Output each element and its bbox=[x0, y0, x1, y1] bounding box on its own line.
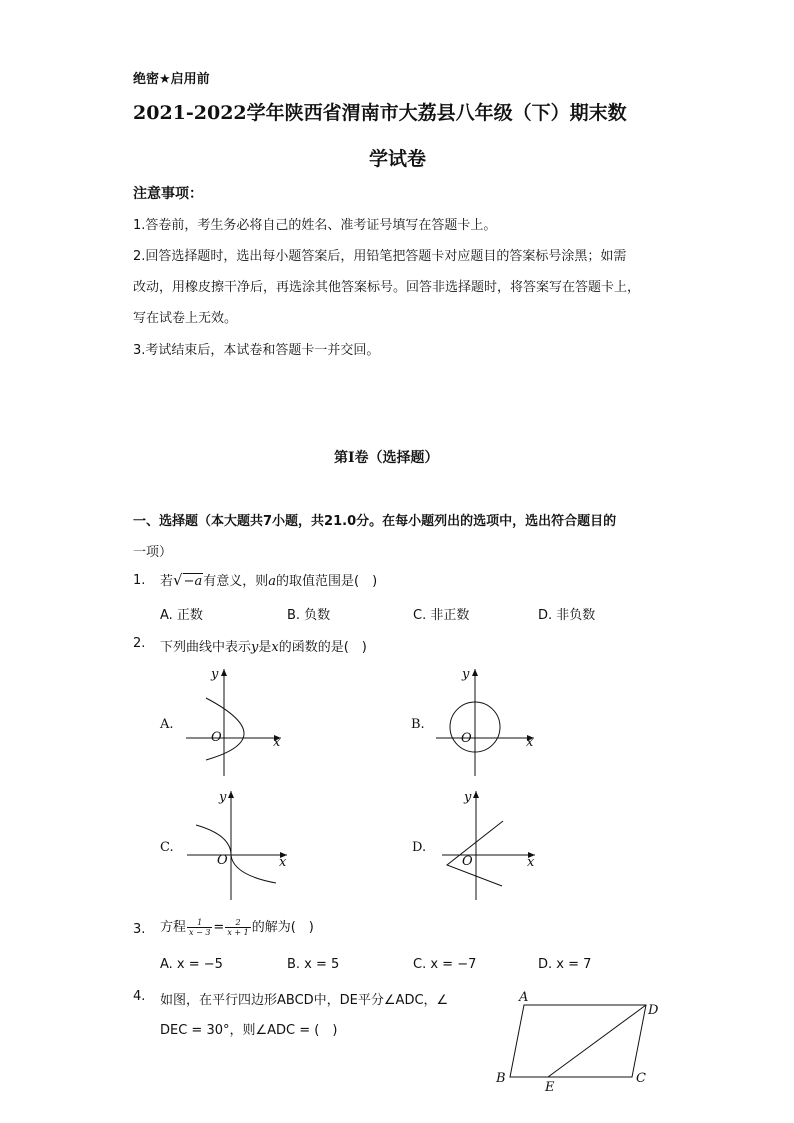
vertex-a-label: A bbox=[519, 990, 529, 1005]
q3-frac2-den: x + 1 bbox=[227, 928, 249, 937]
q4-number: 4. bbox=[133, 989, 146, 1004]
vertex-b-label: B bbox=[496, 1071, 506, 1086]
graph-d-label: D. bbox=[412, 840, 427, 855]
q2-graph-d[interactable] bbox=[412, 790, 535, 900]
page-title-line1: 2021-2022学年陕西省渭南市大荔县八年级（下）期末数 bbox=[133, 102, 627, 124]
graph-a-label: A. bbox=[160, 717, 174, 732]
sqrt-sign: √ bbox=[173, 571, 183, 589]
q2-graph-a[interactable] bbox=[159, 667, 281, 776]
q3-option-c[interactable]: C. x = −7 bbox=[413, 957, 477, 972]
q1-radicand: −a bbox=[183, 574, 203, 589]
q3-fraction-1 bbox=[187, 918, 212, 937]
confidential-mark: 绝密★启用前 bbox=[133, 72, 210, 87]
q1-option-c[interactable]: C. 非正数 bbox=[413, 608, 470, 623]
graph-c-x-label: x bbox=[279, 855, 287, 870]
q2-x: x bbox=[271, 640, 279, 655]
q1-option-d[interactable]: D. 非负数 bbox=[538, 608, 596, 623]
notice-heading: 注意事项： bbox=[133, 186, 203, 202]
graph-d-lines bbox=[447, 821, 503, 886]
q1-number: 1. bbox=[133, 573, 146, 588]
graph-b-origin: O bbox=[461, 731, 472, 746]
q3-pre: 方程 bbox=[160, 920, 187, 935]
q3-stem bbox=[160, 916, 314, 937]
graph-a-parabola bbox=[206, 698, 244, 760]
notice-item-2-line3: 写在试卷上无效。 bbox=[133, 311, 238, 326]
point-e-label: E bbox=[545, 1080, 555, 1095]
q3-option-b[interactable]: B. x = 5 bbox=[287, 957, 340, 972]
q1-var: a bbox=[268, 574, 277, 589]
graph-c-origin: O bbox=[217, 853, 228, 868]
q3-fraction-2 bbox=[225, 918, 250, 937]
q3-frac1-num: 1 bbox=[187, 918, 212, 928]
section1-heading-line2: 一项） bbox=[133, 545, 173, 560]
graph-a-x-label: x bbox=[273, 735, 281, 750]
graph-c-label: C. bbox=[160, 840, 174, 855]
q1-option-b[interactable]: B. 负数 bbox=[287, 608, 331, 623]
q2-y: y bbox=[251, 640, 259, 655]
graph-c-curve bbox=[196, 825, 276, 883]
graph-b-label: B. bbox=[411, 717, 425, 732]
graph-d-x-label: x bbox=[527, 855, 535, 870]
q3-post: 的解为( ) bbox=[251, 920, 314, 935]
section1-heading-text: 一、选择题（本大题共7小题，共21.0分。在每小题列出的选项中，选出符合题目的 bbox=[133, 514, 617, 529]
notice-item-2-line1: 2.回答选择题时，选出每小题答案后，用铅笔把答题卡对应题目的答案标号涂黑；如需 bbox=[133, 249, 627, 264]
graph-d-origin: O bbox=[462, 854, 473, 869]
q1-pre: 若 bbox=[160, 574, 174, 589]
notice-item-1: 1.答卷前，考生务必将自己的姓名、准考证号填写在答题卡上。 bbox=[133, 218, 497, 233]
graph-d-y-label: y bbox=[464, 790, 472, 805]
q3-frac2-num: 2 bbox=[225, 918, 250, 928]
q3-frac1-den: x − 3 bbox=[189, 928, 211, 937]
q3-equals: = bbox=[213, 920, 225, 935]
segment-de bbox=[548, 1005, 646, 1077]
graph-b-y-label: y bbox=[462, 667, 470, 682]
q4-stem-line1: 如图，在平行四边形ABCD中，DE平分∠ADC，∠ bbox=[160, 993, 449, 1008]
graph-a-y-label: y bbox=[211, 667, 219, 682]
q3-number: 3. bbox=[133, 922, 146, 937]
q2-graph-b[interactable] bbox=[411, 667, 534, 776]
notice-item-2-line2: 改动，用橡皮擦干净后，再选涂其他答案标号。回答非选择题时，将答案写在答题卡上， bbox=[133, 280, 641, 295]
q2-pre: 下列曲线中表示 bbox=[160, 640, 252, 655]
q3-option-d[interactable]: D. x = 7 bbox=[538, 957, 592, 972]
part1-title: 第I卷（选择题） bbox=[334, 450, 439, 466]
q2-graph-c[interactable] bbox=[160, 790, 287, 900]
q2-post: 的函数的是( ) bbox=[278, 640, 367, 655]
vertex-c-label: C bbox=[636, 1071, 646, 1086]
parallelogram-abcd bbox=[510, 1005, 646, 1077]
q1-mid: 有意义，则 bbox=[203, 574, 269, 589]
q1-post: 的取值范围是( ) bbox=[276, 574, 378, 589]
q2-mid: 是 bbox=[258, 640, 272, 655]
q1-option-a[interactable]: A. 正数 bbox=[160, 608, 203, 623]
vertex-d-label: D bbox=[648, 1003, 659, 1018]
q2-number: 2. bbox=[133, 636, 146, 651]
q4-stem-line2: DEC = 30°，则∠ADC = ( ) bbox=[160, 1023, 338, 1038]
page-title-line2: 学试卷 bbox=[369, 148, 427, 170]
graph-a-origin: O bbox=[211, 730, 222, 745]
graph-c-y-label: y bbox=[219, 790, 227, 805]
graph-b-x-label: x bbox=[526, 735, 534, 750]
q4-figure bbox=[495, 990, 659, 1095]
notice-item-3: 3.考试结束后，本试卷和答题卡一并交回。 bbox=[133, 343, 380, 358]
q3-option-a[interactable]: A. x = −5 bbox=[160, 957, 223, 972]
